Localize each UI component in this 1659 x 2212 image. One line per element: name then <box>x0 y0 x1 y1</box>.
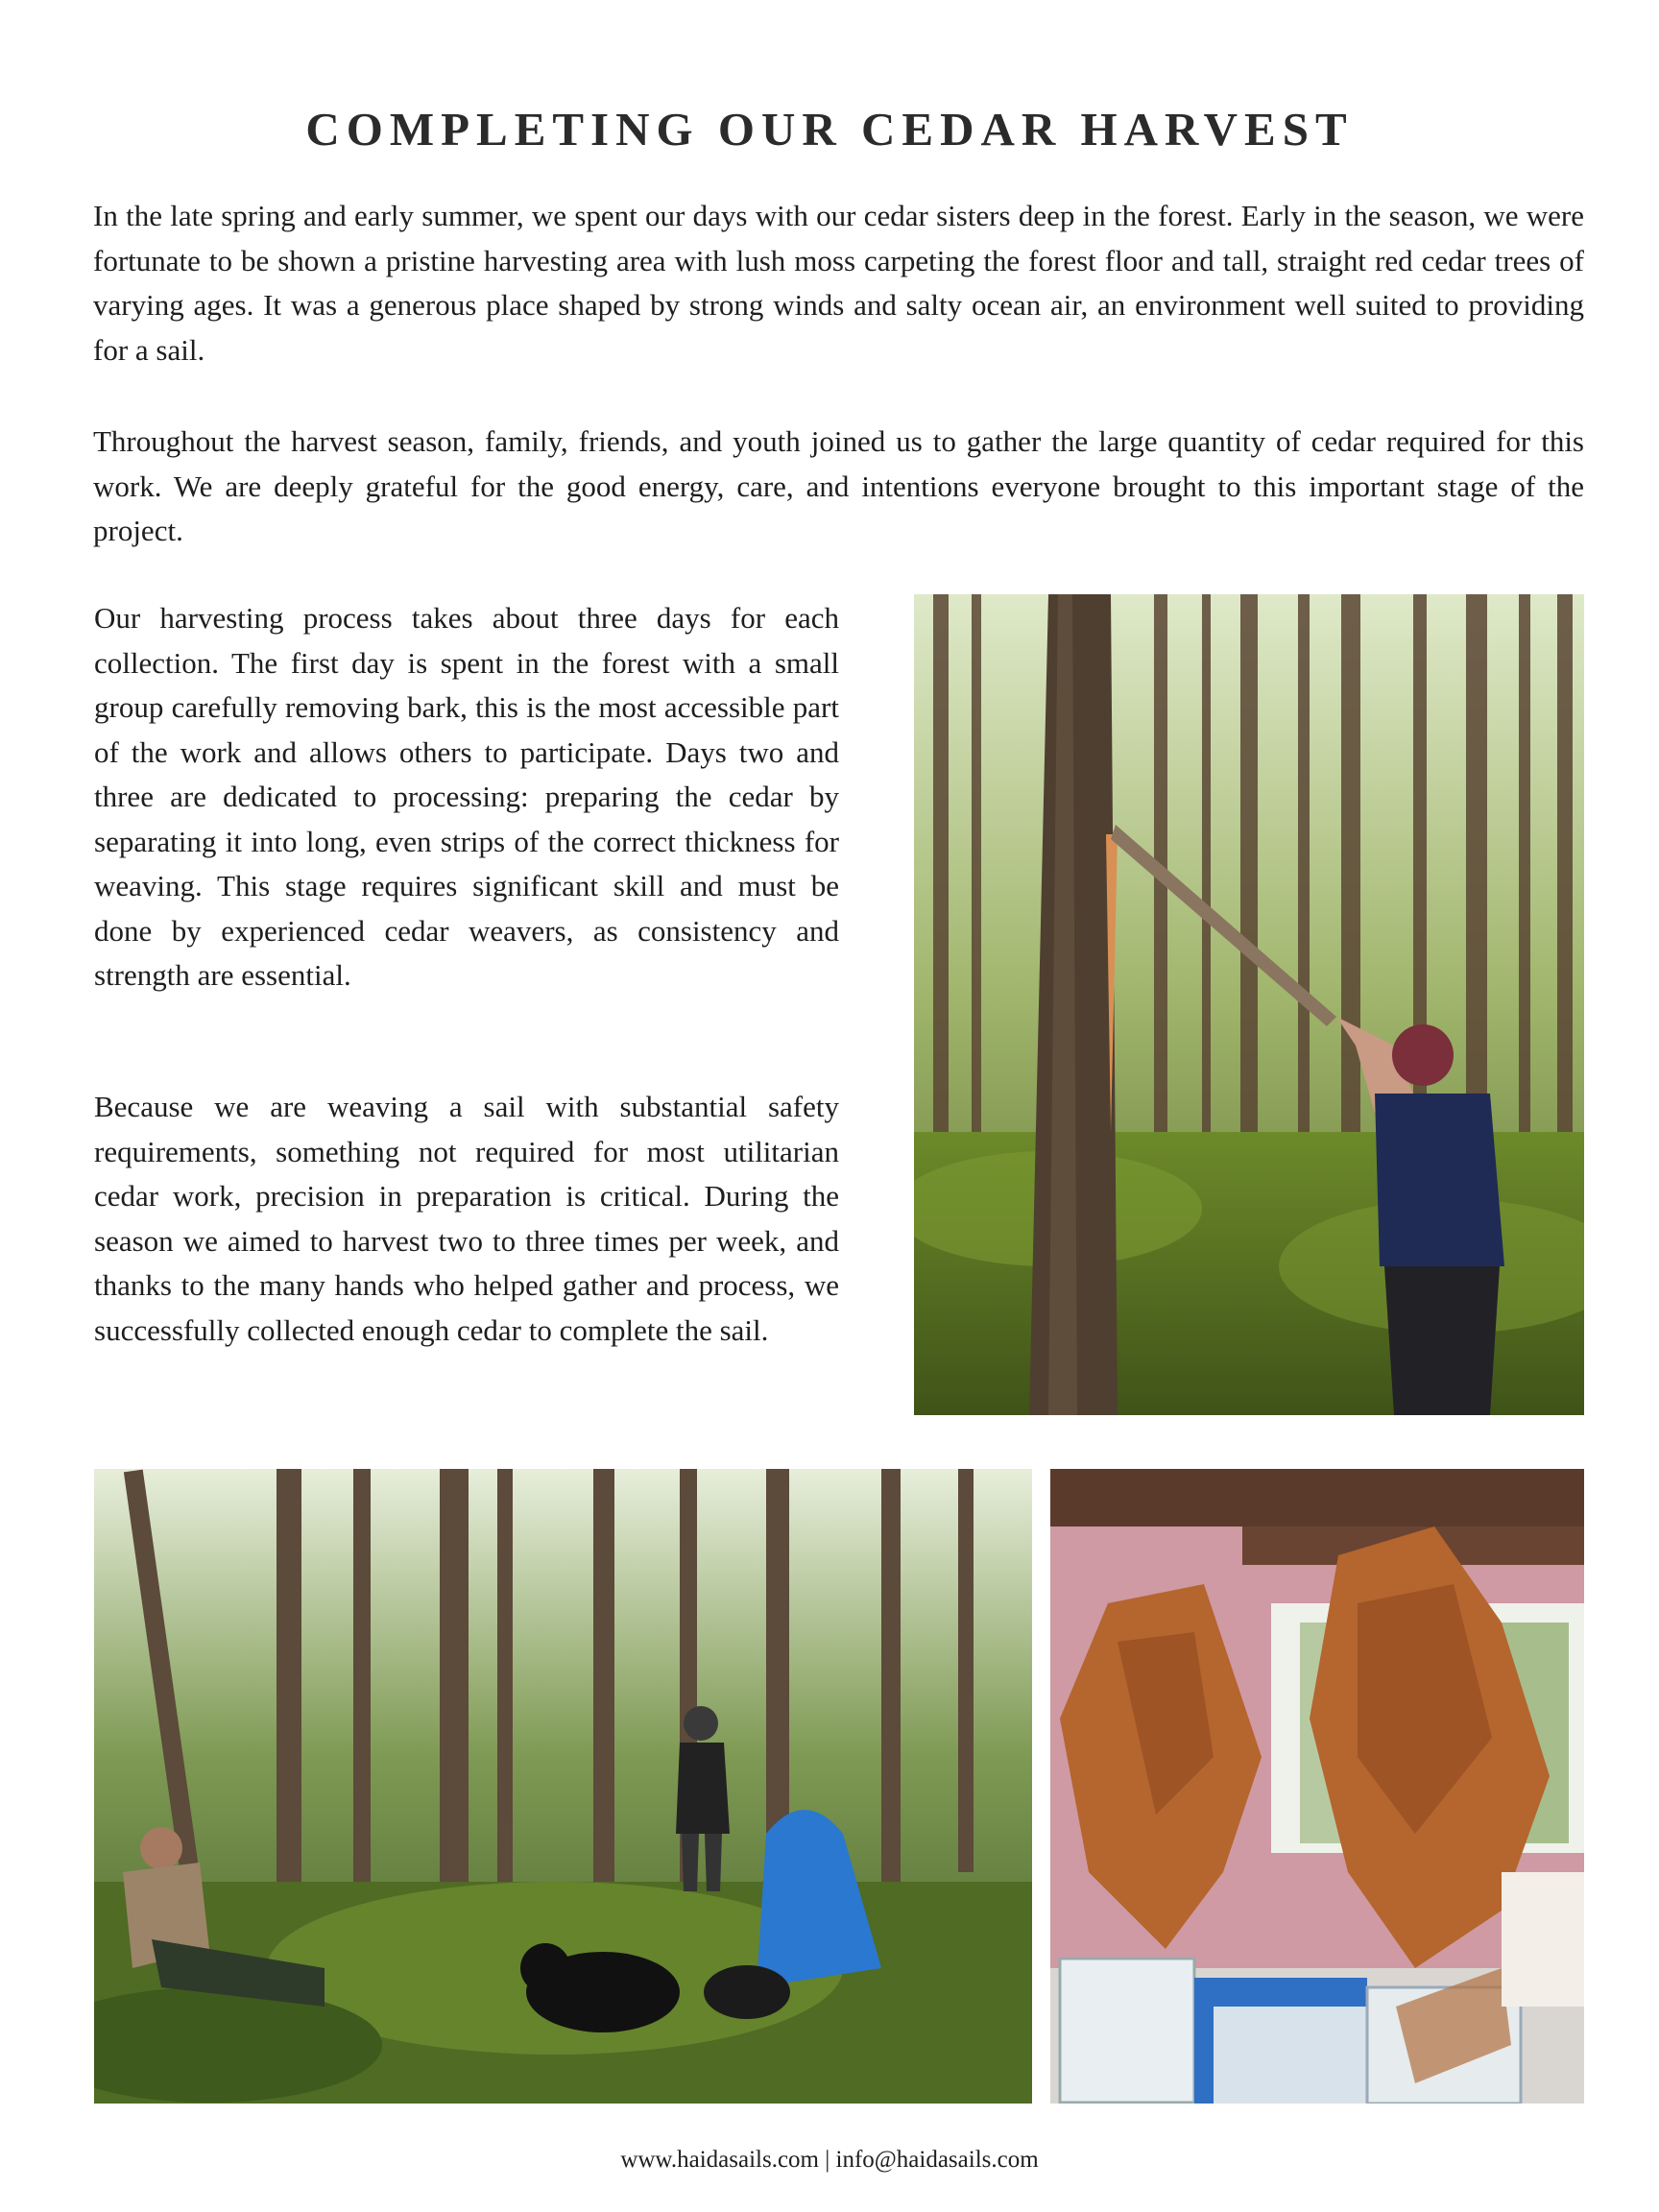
intro-paragraph: In the late spring and early summer, we spent our days with our cedar sisters deep in the forest. Early in the season, we were fortunate to be shown a pristine harvesting area with lush moss carpeting the forest floor and tall, straight red cedar trees of varying ages. It was a generous place shaped by strong winds and salty ocean air, an environment well suited to providing for a sail. <box>93 199 1584 367</box>
forest-group-photo <box>94 1469 1032 2104</box>
gratitude-paragraph: Throughout the harvest season, family, friends, and youth joined us to gather the large quantity of cedar required for this work. We are deeply grateful for the good energy, care, and intentions everyone brought to this important stage of the project. <box>93 424 1584 547</box>
drying-cedar-photo <box>1050 1469 1584 2104</box>
page-title: COMPLETING OUR CEDAR HARVEST <box>305 103 1354 156</box>
precision-paragraph: Because we are weaving a sail with substantial safety requirements, something not required for most utilitarian cedar work, precision in preparation is critical. During the season we aimed to harvest two to three times per week, and thanks to the many hands who helped gather and process, we successfully collected enough cedar to complete the sail. <box>94 1090 839 1347</box>
footer-contact: www.haidasails.com | info@haidasails.com <box>620 2147 1039 2173</box>
cedar-bark-pulling-photo <box>914 594 1584 1415</box>
process-paragraph: Our harvesting process takes about three days for each collection. The first day is spent in the forest with a small group carefully removing bark, this is the most accessible part of the work and allows others to participate. Days two and three are dedicated to processing: preparing the cedar by separating it into long, even strips of the correct thickness for weaving. This stage requires significant skill and must be done by experienced cedar weavers, as consistency and strength are essential. <box>94 601 839 992</box>
